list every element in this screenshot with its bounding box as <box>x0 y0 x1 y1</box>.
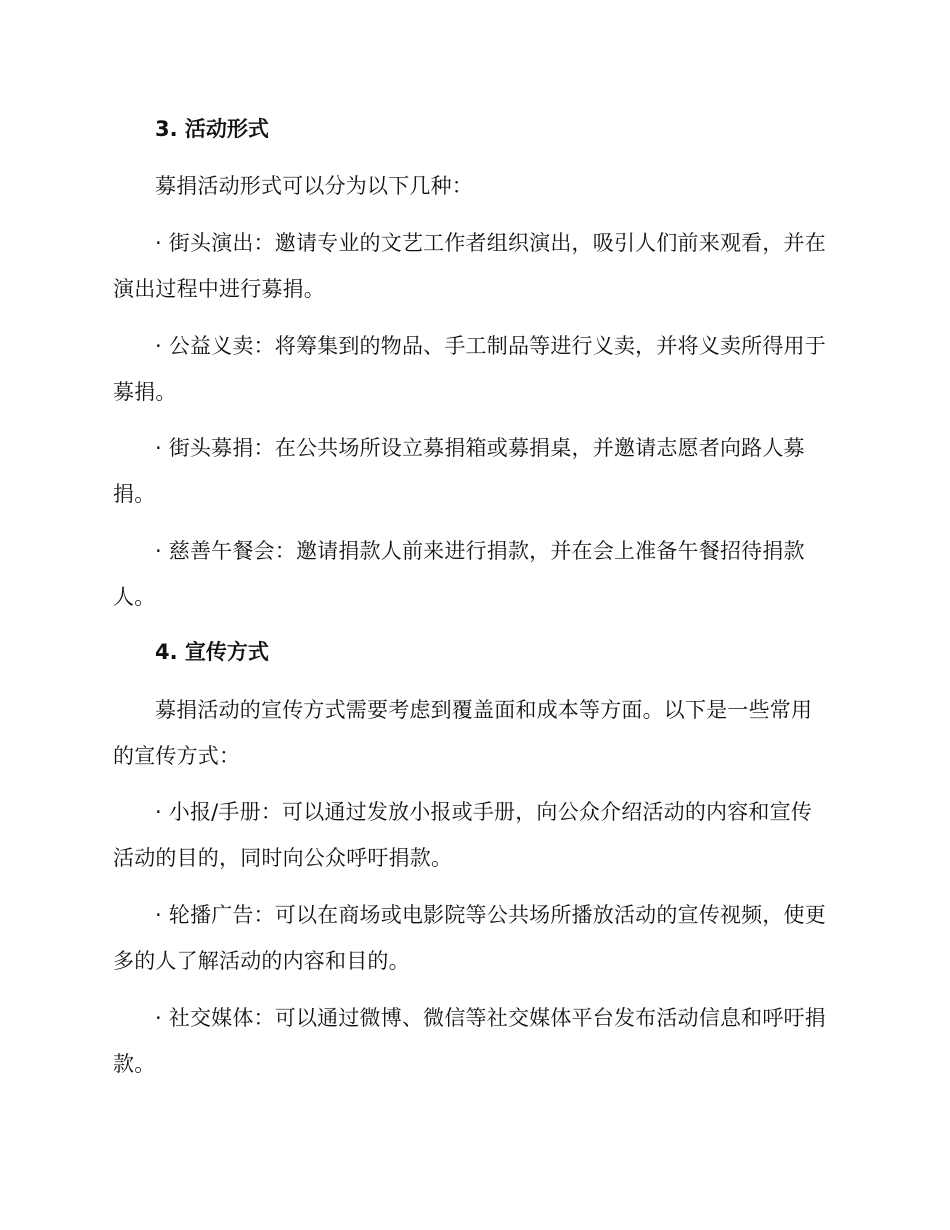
section-3-item-street-performance: · 街头演出：邀请专业的文艺工作者组织演出，吸引人们前来观看，并在演出过程中进行募捐。 <box>113 231 826 301</box>
section-4-item-flyer: · 小报/手册：可以通过发放小报或手册，向公众介绍活动的内容和宣传活动的目的，同时向公众呼吁捐款。 <box>113 800 813 870</box>
section-4-item-rotating-ads: · 轮播广告：可以在商场或电影院等公共场所播放活动的宣传视频，使更多的人了解活动的内容和目的。 <box>113 903 826 973</box>
section-4-item-social-media: · 社交媒体：可以通过微博、微信等社交媒体平台发布活动信息和呼吁捐款。 <box>113 1006 826 1076</box>
section-3-item-street-donation: · 街头募捐：在公共场所设立募捐箱或募捐桌，并邀请志愿者向路人募捐。 <box>113 436 805 506</box>
section-3-item-charity-sale: · 公益义卖：将筹集到的物品、手工制品等进行义卖，并将义卖所得用于募捐。 <box>113 334 826 404</box>
section-4-intro: 募捐活动的宣传方式需要考虑到覆盖面和成本等方面。以下是一些常用的宣传方式： <box>113 698 813 768</box>
section-3-intro: 募捐活动形式可以分为以下几种： <box>155 174 473 198</box>
section-4-heading: 4. 宣传方式 <box>155 640 269 664</box>
section-3-heading: 3. 活动形式 <box>155 117 269 141</box>
section-3-item-charity-lunch: · 慈善午餐会：邀请捐款人前来进行捐款，并在会上准备午餐招待捐款人。 <box>113 539 805 609</box>
